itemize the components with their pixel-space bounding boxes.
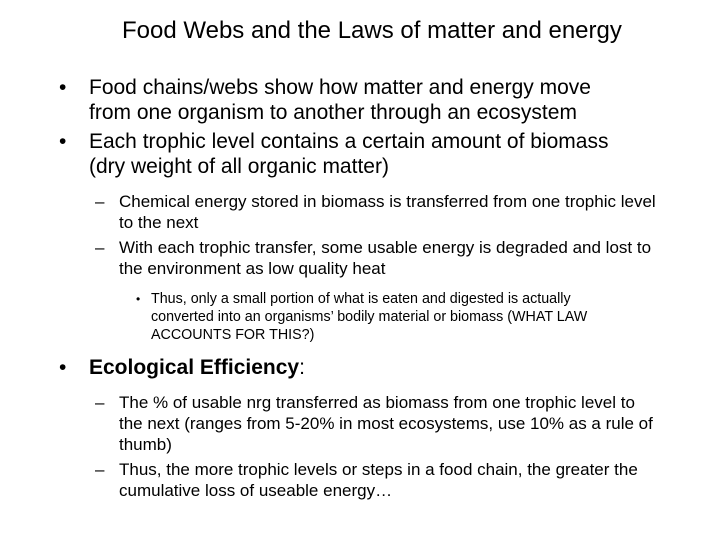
- subbullet-text: Chemical energy stored in biomass is transferred from one trophic level to the next: [119, 192, 656, 232]
- subbullet-chemical-energy: [0, 191, 659, 233]
- bullet-marker: •: [59, 356, 67, 379]
- subbullet-text: Thus, the more trophic levels or steps in a food chain, the greater the cumulative loss of useable energy…: [119, 460, 638, 500]
- subsubbullet-text: Thus, only a small portion of what is eaten and digested is actually converted into an organisms’ bodily material or biomass (WHAT LAW ACCOUNTS FOR THIS?): [151, 291, 588, 343]
- subsubbullet-small-portion: [0, 290, 631, 344]
- subbullet-text: With each trophic transfer, some usable energy is degraded and lost to the environment as low quality heat: [119, 238, 652, 278]
- dash-marker: –: [95, 238, 105, 257]
- bullet-text: Food chains/webs show how matter and energy move from one organism to another through an ecosystem: [89, 76, 591, 124]
- dash-marker: –: [95, 393, 105, 412]
- dash-marker: –: [95, 192, 105, 211]
- subbullet-text: The % of usable nrg transferred as biomass from one trophic level to the next (ranges from 5-20% in most ecosystems, use 10% as a rule of thumb): [119, 393, 653, 454]
- term-colon: :: [299, 356, 305, 379]
- subbullet-trophic-transfer: [0, 237, 659, 279]
- bullet-ecological-efficiency: [0, 355, 609, 380]
- slide-body: [0, 75, 720, 501]
- slide-title: Food Webs and the Laws of matter and energy: [122, 17, 622, 44]
- bullet-trophic-level: [0, 129, 609, 179]
- bullet-marker: •: [59, 76, 67, 99]
- bullet-food-chains: [0, 75, 609, 125]
- bullet-marker: •: [59, 130, 67, 153]
- subbullet-usable-nrg: [0, 392, 659, 455]
- bullet-marker: •: [136, 292, 141, 306]
- ecological-efficiency-term: Ecological Efficiency: [89, 356, 300, 379]
- dash-marker: –: [95, 460, 105, 479]
- bullet-text: Each trophic level contains a certain amount of biomass (dry weight of all organic matter): [89, 130, 609, 178]
- subbullet-cumulative-loss: [0, 459, 659, 501]
